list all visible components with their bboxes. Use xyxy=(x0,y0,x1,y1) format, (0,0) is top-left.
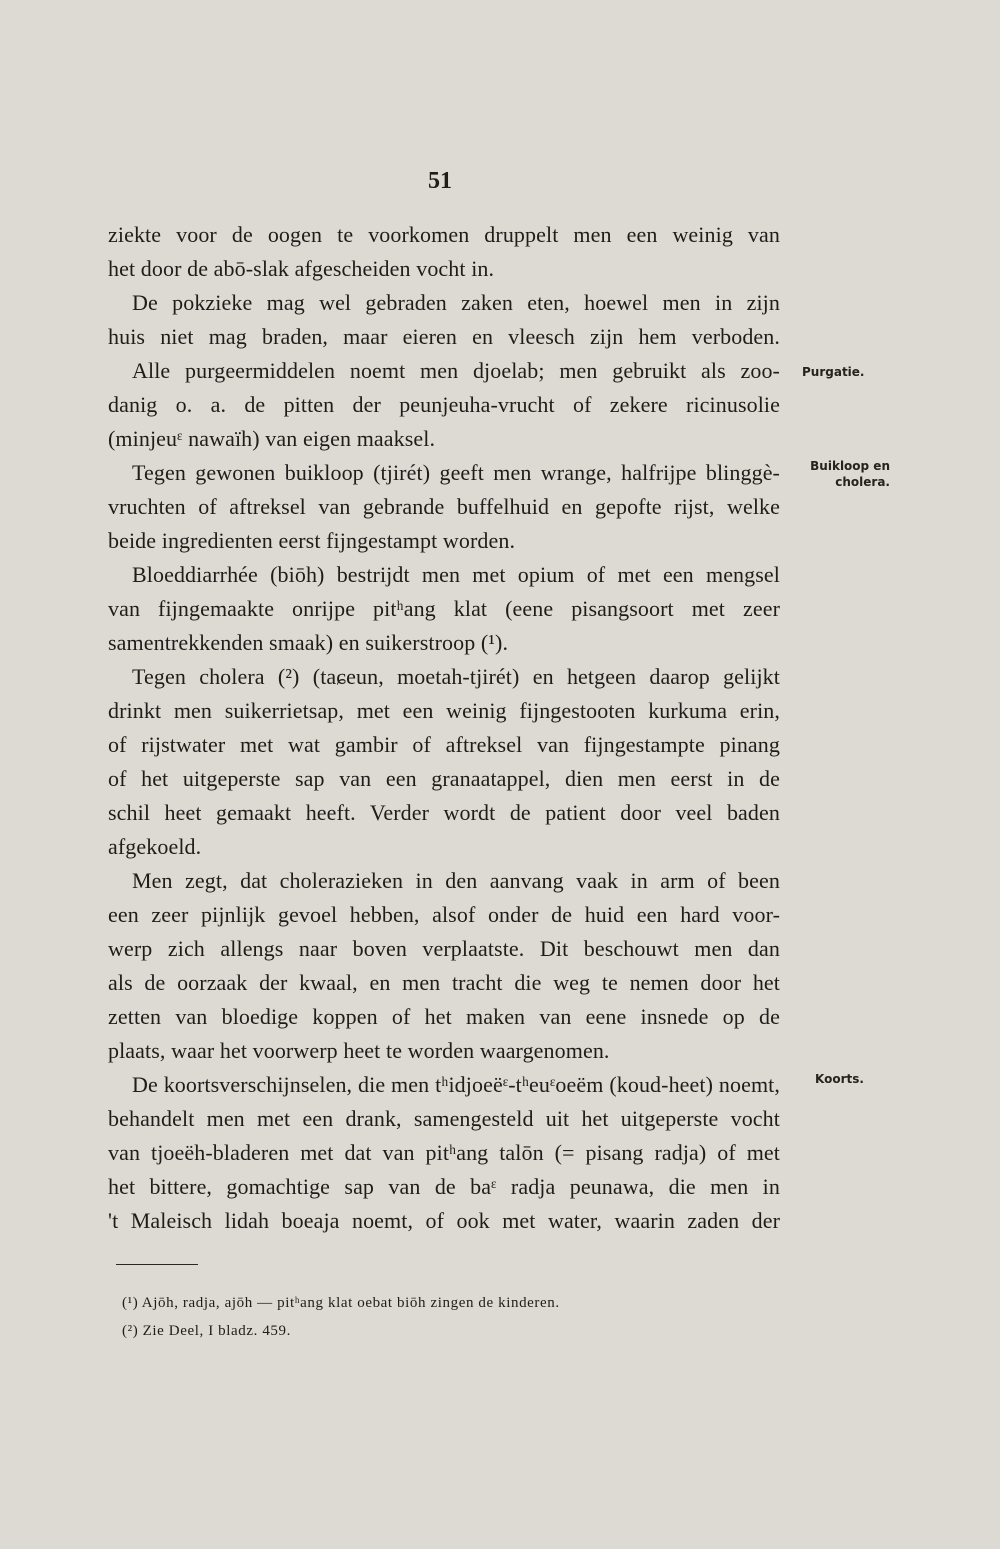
margin-note-koorts: Koorts. xyxy=(815,1072,864,1086)
text-line: afgekoeld. xyxy=(108,834,202,859)
text-line: als de oorzaak der kwaal, en men tracht die weg te nemen door het xyxy=(108,970,780,995)
footnote-divider xyxy=(116,1264,198,1265)
text-line: of rijstwater met wat gambir of aftreksel van fijngestampte pinang xyxy=(108,732,780,757)
text-line: of het uitgeperste sap van een granaatappel, dien men eerst in de xyxy=(108,766,780,791)
page-number: 51 xyxy=(428,168,452,194)
text-line: 't Maleisch lidah boeaja noemt, of ook met water, waarin zaden der xyxy=(108,1208,780,1233)
margin-note-purgatie: Purgatie. xyxy=(802,365,865,379)
text-line: Alle purgeermiddelen noemt men djoelab; men gebruikt als zoo- xyxy=(132,358,780,383)
footnote-2: (²) Zie Deel, I bladz. 459. xyxy=(122,1323,291,1339)
text-line: samentrekkenden smaak) en suikerstroop (¹). xyxy=(108,630,509,655)
text-line: beide ingredienten eerst fijngestampt worden. xyxy=(108,528,516,553)
text-line: schil heet gemaakt heeft. Verder wordt de patient door veel baden xyxy=(108,800,780,825)
text-line: (minjeuᵋ nawaïh) van eigen maaksel. xyxy=(108,426,436,451)
text-line: danig o. a. de pitten der peunjeuha-vrucht of zekere ricinusolie xyxy=(108,392,780,417)
text-line: Men zegt, dat cholerazieken in den aanvang vaak in arm of been xyxy=(132,868,780,893)
text-line: De pokzieke mag wel gebraden zaken eten, hoewel men in zijn xyxy=(132,290,780,315)
text-line: zetten van bloedige koppen of het maken van eene insnede op de xyxy=(108,1004,780,1029)
text-line: van fijngemaakte onrijpe pitʰang klat (eene pisangsoort met zeer xyxy=(108,596,780,621)
text-line: Bloeddiarrhée (biōh) bestrijdt men met opium of met een mengsel xyxy=(132,562,780,587)
text-line: van tjoeëh-bladeren met dat van pitʰang talōn (= pisang radja) of met xyxy=(108,1140,780,1165)
text-line: behandelt men met een drank, samengesteld uit het uitgeperste vocht xyxy=(108,1106,780,1131)
text-line: vruchten of aftreksel van gebrande buffelhuid en gepofte rijst, welke xyxy=(108,494,780,519)
text-line: het bittere, gomachtige sap van de baᵋ radja peunawa, die men in xyxy=(108,1174,780,1199)
footnote-1: (¹) Ajōh, radja, ajōh — pitʰang klat oebat biōh zingen de kinderen. xyxy=(122,1295,560,1311)
text-line: De koortsverschijnselen, die men tʰidjoeëᵋ-tʰeuᵋoeëm (koud-heet) noemt, xyxy=(132,1072,780,1097)
text-line: plaats, waar het voorwerp heet te worden waargenomen. xyxy=(108,1038,610,1063)
text-line: huis niet mag braden, maar eieren en vleesch zijn hem verboden. xyxy=(108,324,780,349)
text-line: ziekte voor de oogen te voorkomen druppelt men een weinig van xyxy=(108,222,780,247)
text-line: drinkt men suikerrietsap, met een weinig fijngestooten kurkuma erin, xyxy=(108,698,780,723)
margin-note-buikloop: Buikloop en cholera. xyxy=(810,459,890,489)
text-line: het door de abō-slak afgescheiden vocht in. xyxy=(108,256,495,281)
text-line: een zeer pijnlijk gevoel hebben, alsof onder de huid een hard voor- xyxy=(108,902,780,927)
text-line: werp zich allengs naar boven verplaatste. Dit beschouwt men dan xyxy=(108,936,780,961)
text-line: Tegen cholera (²) (taɕeun, moetah-tjirét) en hetgeen daarop gelijkt xyxy=(132,664,780,689)
text-line: Tegen gewonen buikloop (tjirét) geeft men wrange, halfrijpe blinggè- xyxy=(132,460,780,485)
